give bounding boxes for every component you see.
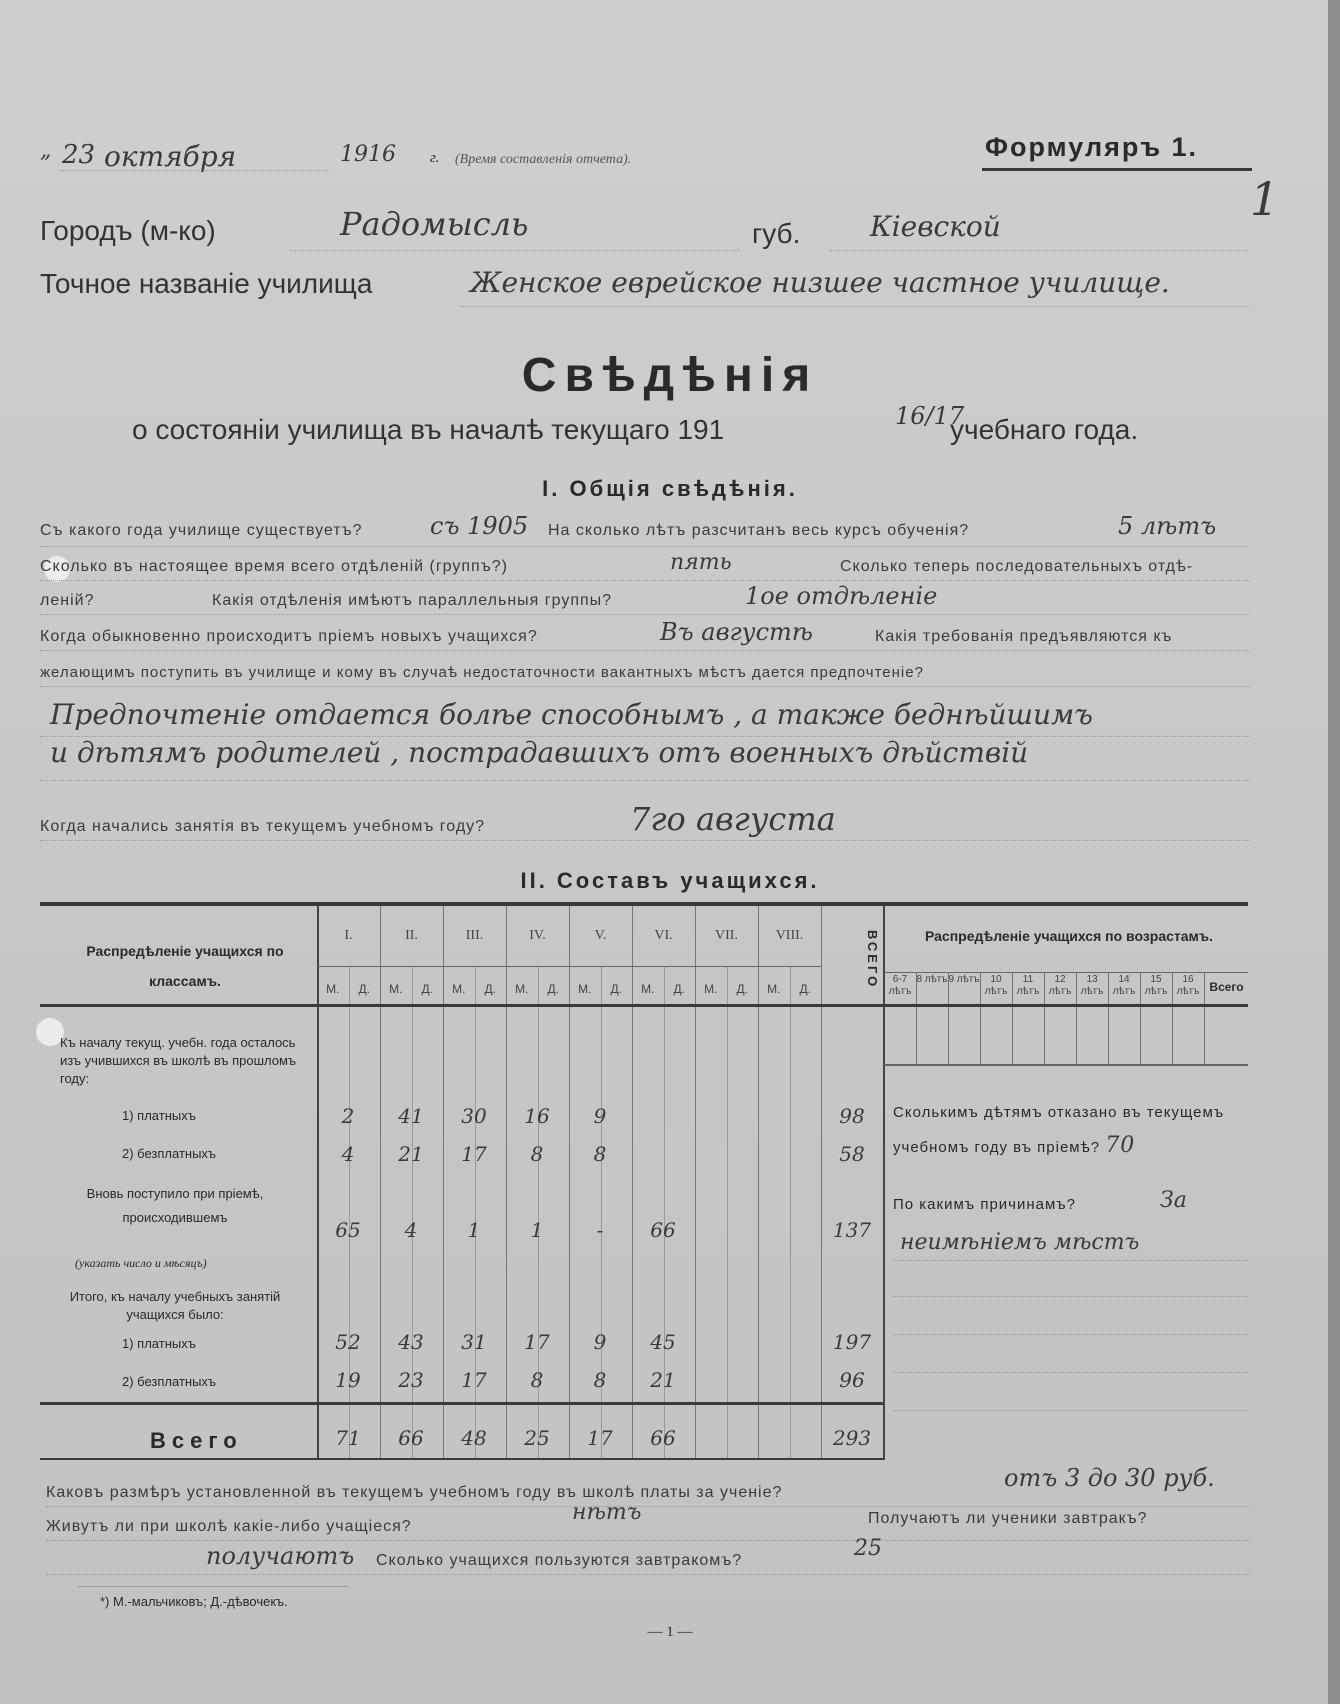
school-label: Точное названіе училища xyxy=(40,268,373,299)
a-breakfast-count: 25 xyxy=(854,1536,882,1561)
age-header-9: 15 лѣтъ xyxy=(1144,974,1168,997)
subtitle-years: 16/17 xyxy=(895,402,965,430)
cell-t_free-class4: 8 xyxy=(530,1368,544,1392)
cell-grand-total: 293 xyxy=(832,1426,872,1450)
cell-t_free-class6: 21 xyxy=(650,1368,676,1392)
q-req-2: желающимъ поступить въ училище и кому въ случаѣ недостаточности вакантныхъ мѣстъ дается предпочтеніе? xyxy=(40,664,924,681)
a-breakfast: получаютъ xyxy=(206,1542,355,1570)
reason-line xyxy=(893,1410,1248,1411)
cell-t_paid-class6: 45 xyxy=(650,1330,676,1354)
form-title-underline xyxy=(982,168,1252,171)
cell-grand-class1: 71 xyxy=(335,1426,361,1450)
cell-t_free-class2: 23 xyxy=(398,1368,424,1392)
refused-answer: 70 xyxy=(1105,1133,1136,1158)
m-label: М. xyxy=(452,982,466,996)
reason-answer-1: За xyxy=(1160,1188,1187,1213)
a-course: 5 лѣтъ xyxy=(1118,512,1217,540)
city-label: Городъ (м-ко) xyxy=(40,215,216,246)
line-4 xyxy=(40,650,1250,651)
section1-heading: I. Общія свѣдѣнія. xyxy=(542,476,798,501)
cell-t_paid-class2: 43 xyxy=(398,1330,424,1354)
line-5 xyxy=(40,686,1250,687)
page-number: — 1 — xyxy=(647,1624,693,1640)
line-7 xyxy=(40,780,1250,781)
cell-t_free-class1: 19 xyxy=(335,1368,361,1392)
class-header-8: VIII. xyxy=(775,928,804,943)
cell-t_paid-class1: 52 xyxy=(335,1330,361,1354)
a-admit: Въ августѣ xyxy=(660,618,813,646)
cell-new-class2: 4 xyxy=(404,1218,418,1242)
age-row-bottom xyxy=(884,1064,1248,1066)
cell-grand-class6: 66 xyxy=(650,1426,676,1450)
d-label: Д. xyxy=(547,982,559,996)
table-top-border xyxy=(40,902,1248,906)
line-3 xyxy=(40,614,1250,615)
breakfast-line xyxy=(46,1574,1250,1575)
gub-line xyxy=(830,250,1250,251)
a-since: съ 1905 xyxy=(430,512,529,540)
footnote-rule xyxy=(78,1586,348,1587)
class-header-1: I. xyxy=(344,928,353,943)
gub-label: губ. xyxy=(752,218,801,249)
cell-paid-class5: 9 xyxy=(593,1104,607,1128)
cell-t_free-class5: 8 xyxy=(593,1368,607,1392)
live-line xyxy=(46,1540,1250,1541)
class-header-4: IV. xyxy=(529,928,546,943)
class-head-line xyxy=(317,966,821,967)
q-seq: Сколько теперь последовательныхъ отдѣ- xyxy=(840,558,1194,575)
total-top-border xyxy=(40,1402,883,1405)
q-parallel: Какія отдѣленія имѣютъ параллельныя группы? xyxy=(212,592,613,609)
row-label-free: 2) безплатныхъ xyxy=(122,1146,217,1161)
fee-line xyxy=(46,1506,1250,1507)
cell-t_paid-class4: 17 xyxy=(524,1330,550,1354)
class-header-6: VI. xyxy=(654,928,673,943)
m-label: М. xyxy=(326,982,340,996)
cell-free-total: 58 xyxy=(839,1142,865,1166)
row-label-t-paid: 1) платныхъ xyxy=(122,1336,196,1351)
reason-answer-2: неимѣніемъ мѣстъ xyxy=(900,1230,1140,1255)
age-header-7: 13 лѣтъ xyxy=(1080,974,1104,997)
cell-t_paid-class3: 31 xyxy=(461,1330,487,1354)
line-1 xyxy=(40,546,1250,547)
q-course: На сколько лѣтъ разсчитанъ весь курсъ обученія? xyxy=(548,522,970,539)
class-header-3: III. xyxy=(465,928,484,943)
refused-question xyxy=(893,1096,1248,1164)
m-label: М. xyxy=(641,982,655,996)
cell-grand-class5: 17 xyxy=(587,1426,613,1450)
subtitle-suffix: учебнаго года. xyxy=(950,414,1139,445)
reason-line xyxy=(893,1372,1248,1373)
col-head-left: Распредѣленіе учащихся по классамъ. xyxy=(86,943,284,989)
time-note: (Время составленія отчета). xyxy=(455,152,632,167)
md-divider xyxy=(727,966,728,1460)
age-header-8: 14 лѣтъ xyxy=(1112,974,1136,997)
age-head-line xyxy=(884,972,1248,973)
cell-new-class3: 1 xyxy=(467,1218,481,1242)
d-label: Д. xyxy=(673,982,685,996)
school-value: Женское еврейское низшее частное училище. xyxy=(470,266,1170,299)
age-header-4: 10 лѣтъ xyxy=(984,974,1008,997)
reason-line xyxy=(893,1334,1248,1335)
q-breakfast: Получаютъ ли ученики завтракъ? xyxy=(868,1510,1148,1527)
cell-grand-class3: 48 xyxy=(461,1426,487,1450)
m-label: М. xyxy=(704,982,718,996)
corner-mark: 1 xyxy=(1250,172,1280,226)
class-header-5: V. xyxy=(594,928,607,943)
row-label-new: Вновь поступило при пріемѣ, происходившемъ xyxy=(86,1186,264,1225)
a-groups: пять xyxy=(670,550,732,575)
d-label: Д. xyxy=(421,982,433,996)
m-label: М. xyxy=(389,982,403,996)
m-label: М. xyxy=(515,982,529,996)
date-year: 1916 xyxy=(340,142,396,167)
date-year-suffix: г. xyxy=(430,150,440,166)
d-label: Д. xyxy=(610,982,622,996)
date-month: октября xyxy=(104,140,237,173)
vsego-header: ВСЕГО xyxy=(865,930,880,990)
line-8 xyxy=(40,840,1250,841)
q-since: Съ какого года училище существуетъ? xyxy=(40,522,363,539)
row-label-new-note: (указать число и мѣсяцъ) xyxy=(75,1256,207,1270)
cell-paid-class2: 41 xyxy=(398,1104,424,1128)
q-seq-2: леній? xyxy=(40,592,95,609)
q-groups: Сколько въ настоящее время всего отдѣленій (группъ?) xyxy=(40,558,508,575)
cell-free-class5: 8 xyxy=(593,1142,607,1166)
form-title: Формуляръ 1. xyxy=(985,132,1199,162)
class-header-2: II. xyxy=(405,928,418,943)
refused-q-text: Сколькимъ дѣтямъ отказано въ текущемъ учебномъ году въ пріемѣ? xyxy=(893,1104,1225,1156)
a-fee: отъ 3 до 30 руб. xyxy=(1004,1464,1215,1492)
a-start: 7го августа xyxy=(630,800,836,838)
d-label: Д. xyxy=(799,982,811,996)
a-req-2: и дѣтямъ родителей , пострадавшихъ отъ военныхъ дѣйствій xyxy=(50,736,1029,769)
cell-t_paid-total: 197 xyxy=(832,1330,872,1354)
a-req-1: Предпочтеніе отдается болѣе способнымъ , а также беднѣйшимъ xyxy=(50,698,1093,731)
row-label-total-intro: Итого, къ началу учебныхъ занятій учащихся было: xyxy=(69,1289,281,1322)
md-divider xyxy=(790,966,791,1460)
date-prefix: „ xyxy=(40,138,52,163)
col-divider xyxy=(821,906,822,1460)
cell-t_paid-class5: 9 xyxy=(593,1330,607,1354)
cell-free-class2: 21 xyxy=(398,1142,424,1166)
cell-new-total: 137 xyxy=(832,1218,872,1242)
q-live: Живутъ ли при школѣ какіе-либо учащіеся? xyxy=(46,1518,412,1535)
subtitle-prefix: о состояніи училища въ началѣ текущаго 191 xyxy=(132,414,725,445)
row-label-grand: Всего xyxy=(150,1428,243,1453)
q-admit: Когда обыкновенно происходитъ пріемъ новыхъ учащихся? xyxy=(40,628,538,645)
d-label: Д. xyxy=(484,982,496,996)
cell-new-class6: 66 xyxy=(650,1218,676,1242)
age-header-2: 8 лѣтъ xyxy=(916,974,948,985)
cell-grand-class4: 25 xyxy=(524,1426,550,1450)
gub-value: Кіевской xyxy=(870,210,1001,243)
cell-paid-class1: 2 xyxy=(341,1104,355,1128)
m-label: М. xyxy=(578,982,592,996)
city-line xyxy=(290,250,740,251)
class-header-7: VII. xyxy=(715,928,738,943)
age-header-3: 9 лѣтъ xyxy=(948,974,980,985)
date-day: 23 xyxy=(62,140,96,170)
cell-free-class4: 8 xyxy=(530,1142,544,1166)
row-label-paid: 1) платныхъ xyxy=(122,1108,196,1123)
row-label-start: Къ началу текущ. учебн. года осталось изъ учившихся въ школѣ въ прошломъ году: xyxy=(60,1035,297,1086)
line-2 xyxy=(40,580,1250,581)
section2-heading: II. Составъ учащихся. xyxy=(520,868,820,893)
q-start: Когда начались занятія въ текущемъ учебномъ году? xyxy=(40,818,486,835)
table-bottom-border xyxy=(40,1458,883,1460)
cell-t_free-class3: 17 xyxy=(461,1368,487,1392)
reason-line xyxy=(893,1296,1248,1297)
date-line xyxy=(60,170,330,171)
cell-paid-total: 98 xyxy=(839,1104,865,1128)
cell-new-class5: - xyxy=(596,1218,604,1242)
cell-new-class4: 1 xyxy=(530,1218,544,1242)
m-label: М. xyxy=(767,982,781,996)
cell-t_free-total: 96 xyxy=(839,1368,865,1392)
reason-question: По какимъ причинамъ? xyxy=(893,1196,1077,1213)
d-label: Д. xyxy=(358,982,370,996)
cell-free-class1: 4 xyxy=(341,1142,355,1166)
cell-free-class3: 17 xyxy=(461,1142,487,1166)
q-fee: Каковъ размѣръ установленной въ текущемъ учебномъ году въ школѣ платы за ученіе? xyxy=(46,1484,783,1501)
cell-paid-class4: 16 xyxy=(524,1104,550,1128)
q-req: Какія требованія предъявляются къ xyxy=(875,628,1173,645)
header-bottom-border xyxy=(40,1004,1248,1007)
footnote: *) М.-мальчиковъ; Д.-дѣвочекъ. xyxy=(100,1594,288,1609)
cell-grand-class2: 66 xyxy=(398,1426,424,1450)
page-edge xyxy=(1328,0,1340,1704)
school-line xyxy=(460,306,1250,307)
age-header-5: 11 лѣтъ xyxy=(1016,974,1040,997)
age-total-header: Всего xyxy=(1209,980,1244,994)
age-header-10: 16 лѣтъ xyxy=(1176,974,1200,997)
a-parallel: 1ое отдѣленіе xyxy=(745,582,938,610)
a-live: нѣтъ xyxy=(572,1500,642,1525)
cell-paid-class3: 30 xyxy=(461,1104,487,1128)
d-label: Д. xyxy=(736,982,748,996)
q-breakfast-count: Сколько учащихся пользуются завтракомъ? xyxy=(376,1552,743,1569)
doc-title: Свѣдѣнія xyxy=(521,349,819,402)
age-head: Распредѣленіе учащихся по возрастамъ. xyxy=(924,928,1214,944)
city-value: Радомысль xyxy=(340,205,529,243)
age-header-6: 12 лѣтъ xyxy=(1048,974,1072,997)
cell-new-class1: 65 xyxy=(335,1218,361,1242)
age-header-1: 6-7 лѣтъ xyxy=(888,974,912,997)
row-label-t-free: 2) безплатныхъ xyxy=(122,1374,217,1389)
reason-line xyxy=(893,1260,1248,1261)
